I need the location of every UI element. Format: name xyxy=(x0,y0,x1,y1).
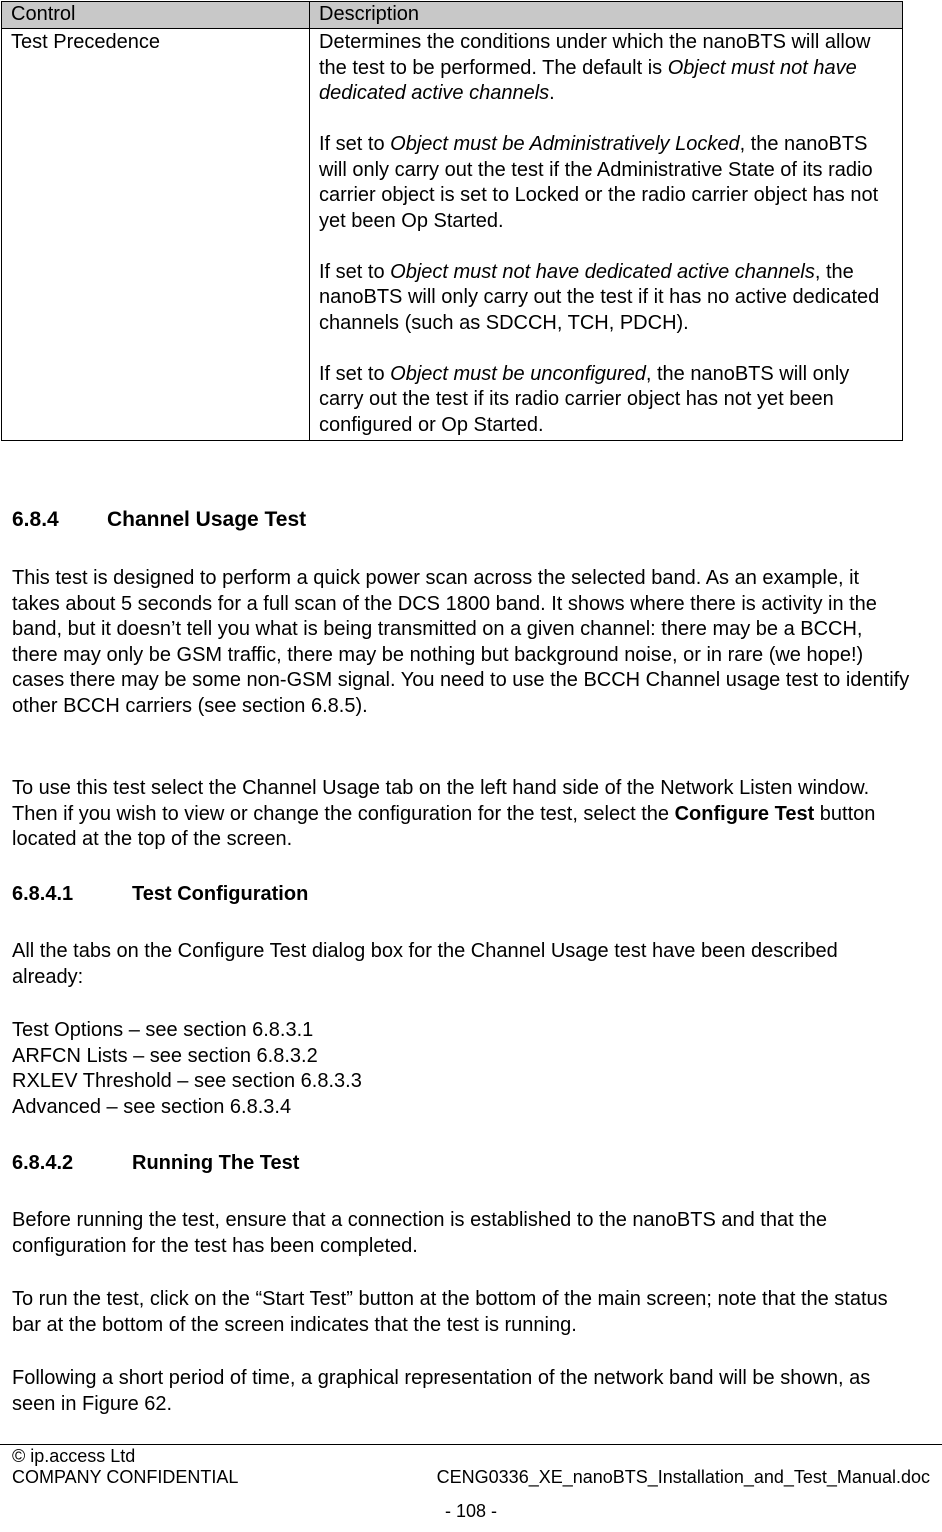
tab-reference-list xyxy=(12,1018,912,1120)
footer-divider xyxy=(0,1444,942,1445)
list-item: Test Options – see section 6.8.3.1 xyxy=(12,1019,314,1041)
description-paragraph: If set to Object must be Administratively Locked, the nanoBTS will only carry out the test if the Administrative State of its radio carrier object is set to Locked or the radio carrier object has not yet been Op Started. xyxy=(319,133,879,232)
section-paragraph: This test is designed to perform a quick power scan across the selected band. As an example, it takes about 5 seconds for a full scan of the DCS 1800 band. It shows where there is activity in the band, but it doesn’t tell you what is being transmitted on a given channel: there may be a BCCH, there may only be GSM traffic, there may be nothing but background noise, or in rare (we hope!) cases there may be some non-GSM signal. You need to use the BCCH Channel usage test to identify other BCCH carriers (see section 6.8.5). xyxy=(12,567,910,717)
section-paragraph: To use this test select the Channel Usage tab on the left hand side of the Network Listen window. Then if you wish to view or change the configuration for the test, select the Configure Test button located at the top of the screen. xyxy=(12,777,876,850)
table-row xyxy=(2,29,903,441)
table-header-row xyxy=(2,2,903,29)
list-item: ARFCN Lists – see section 6.8.3.2 xyxy=(12,1044,318,1067)
subsection-paragraph: All the tabs on the Configure Test dialog box for the Channel Usage test have been described already: xyxy=(12,940,838,988)
description-paragraph: If set to Object must not have dedicated active channels, the nanoBTS will only carry out the test if it has no active dedicated channels (such as SDCCH, TCH, PDCH). xyxy=(319,260,880,334)
subsection-heading: 6.8.4.1 Test Configuration xyxy=(12,883,309,905)
footer-document-name: CENG0336_XE_nanoBTS_Installation_and_Test_Manual.doc xyxy=(436,1467,930,1487)
subsection-heading: 6.8.4.2 Running The Test xyxy=(12,1152,300,1174)
page-number: - 108 - xyxy=(444,1501,498,1521)
description-paragraph: Determines the conditions under which the nanoBTS will allow the test to be performed. The default is Object must not have dedicated active channels. xyxy=(319,31,871,104)
header-control: Control xyxy=(2,2,310,29)
footer-confidential: COMPANY CONFIDENTIAL xyxy=(12,1467,239,1487)
control-description-table xyxy=(1,1,903,441)
list-item: Advanced – see section 6.8.3.4 xyxy=(12,1095,292,1118)
description-paragraph: If set to Object must be unconfigured, the nanoBTS will only carry out the test if its radio carrier object has not yet been configured or Op Started. xyxy=(319,362,850,436)
list-item: RXLEV Threshold – see section 6.8.3.3 xyxy=(12,1070,362,1092)
section-heading: 6.8.4 Channel Usage Test xyxy=(12,508,307,531)
subsection-paragraph: Before running the test, ensure that a connection is established to the nanoBTS and that the configuration for the test has been completed. xyxy=(12,1209,827,1257)
header-description: Description xyxy=(310,2,903,29)
footer-copyright: © ip.access Ltd xyxy=(12,1446,136,1466)
control-description xyxy=(310,29,903,441)
control-name: Test Precedence xyxy=(2,29,310,441)
subsection-paragraph: Following a short period of time, a graphical representation of the network band will be shown, as seen in Figure 62. xyxy=(12,1367,871,1415)
subsection-paragraph: To run the test, click on the “Start Test” button at the bottom of the main screen; note that the status bar at the bottom of the screen indicates that the test is running. xyxy=(12,1288,888,1336)
